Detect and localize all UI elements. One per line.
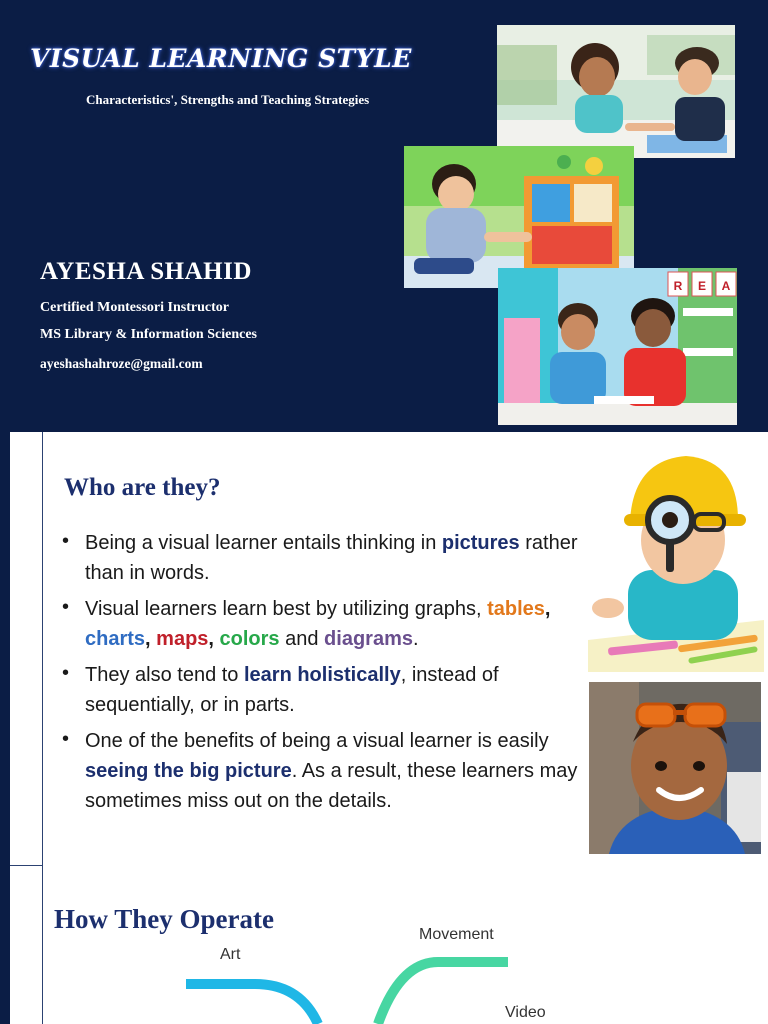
highlight-text: learn holistically (243, 664, 401, 686)
photo-letter: E (697, 279, 707, 293)
child-sunglasses-photo (589, 682, 761, 854)
bullet-item (60, 594, 590, 654)
bullet-text: . (412, 628, 419, 650)
bullet-text: Visual learners learn best by utilizing graphs, (85, 598, 488, 620)
diagram-label-art: Art (220, 946, 241, 963)
art-connector (186, 984, 318, 1024)
diagram-label-movement: Movement (419, 926, 494, 943)
bullet-text: and (279, 628, 325, 650)
bullet-text: , (145, 628, 157, 650)
photo-letter: R (673, 279, 683, 293)
highlight-text: seeing the big picture (85, 760, 292, 782)
highlight-diagrams: diagrams (324, 628, 413, 650)
content-slide (0, 432, 768, 1024)
author-name: AYESHA SHAHID (40, 258, 252, 285)
bullet-text: rather than in words. (85, 532, 578, 584)
highlight-maps: maps (156, 628, 209, 650)
rail-divider (42, 432, 43, 1024)
bullet-item (60, 528, 590, 588)
highlight-tables: tables (487, 598, 545, 620)
highlight-text: pictures (441, 532, 520, 554)
children-reading-photo (498, 268, 737, 425)
photo-letter: A (721, 279, 731, 293)
section-heading-how-they-operate: How They Operate (54, 904, 274, 934)
child-hardhat-magnifier-photo (588, 440, 764, 672)
section-heading: Who are they? (64, 474, 221, 501)
children-drawing-photo (497, 25, 735, 158)
rail-divider (10, 865, 42, 866)
credential-line: Certified Montessori Instructor (40, 300, 229, 315)
bullet-text: Being a visual learner entails thinking in (85, 532, 442, 554)
bullet-text: . As a result, these learners may sometimes miss out on the details. (85, 760, 578, 812)
slide-subtitle: Characteristics', Strengths and Teaching Strategies (86, 92, 370, 107)
bullet-text: They also tend to (85, 664, 244, 686)
slide-title: VISUAL LEARNING STYLE (30, 44, 412, 73)
toddler-playing-toy-photo (404, 146, 634, 288)
credential-line: MS Library & Information Sciences (40, 327, 257, 342)
highlight-charts: charts (85, 628, 146, 650)
bullet-item (60, 660, 590, 720)
highlight-colors: colors (219, 628, 280, 650)
author-email: ayeshashahroze@gmail.com (40, 356, 203, 371)
bullet-list (60, 528, 590, 822)
bullet-text: , (544, 598, 551, 620)
movement-connector (378, 962, 508, 1024)
bullet-text: One of the benefits of being a visual learner is easily (85, 730, 549, 752)
slide-side-rail (0, 432, 10, 1024)
bullet-text: , instead of sequentially, or in parts. (85, 664, 499, 716)
title-slide (0, 0, 768, 432)
diagram-label-video: Video (505, 1004, 546, 1021)
bullet-text: , (208, 628, 220, 650)
bullet-item (60, 726, 590, 816)
